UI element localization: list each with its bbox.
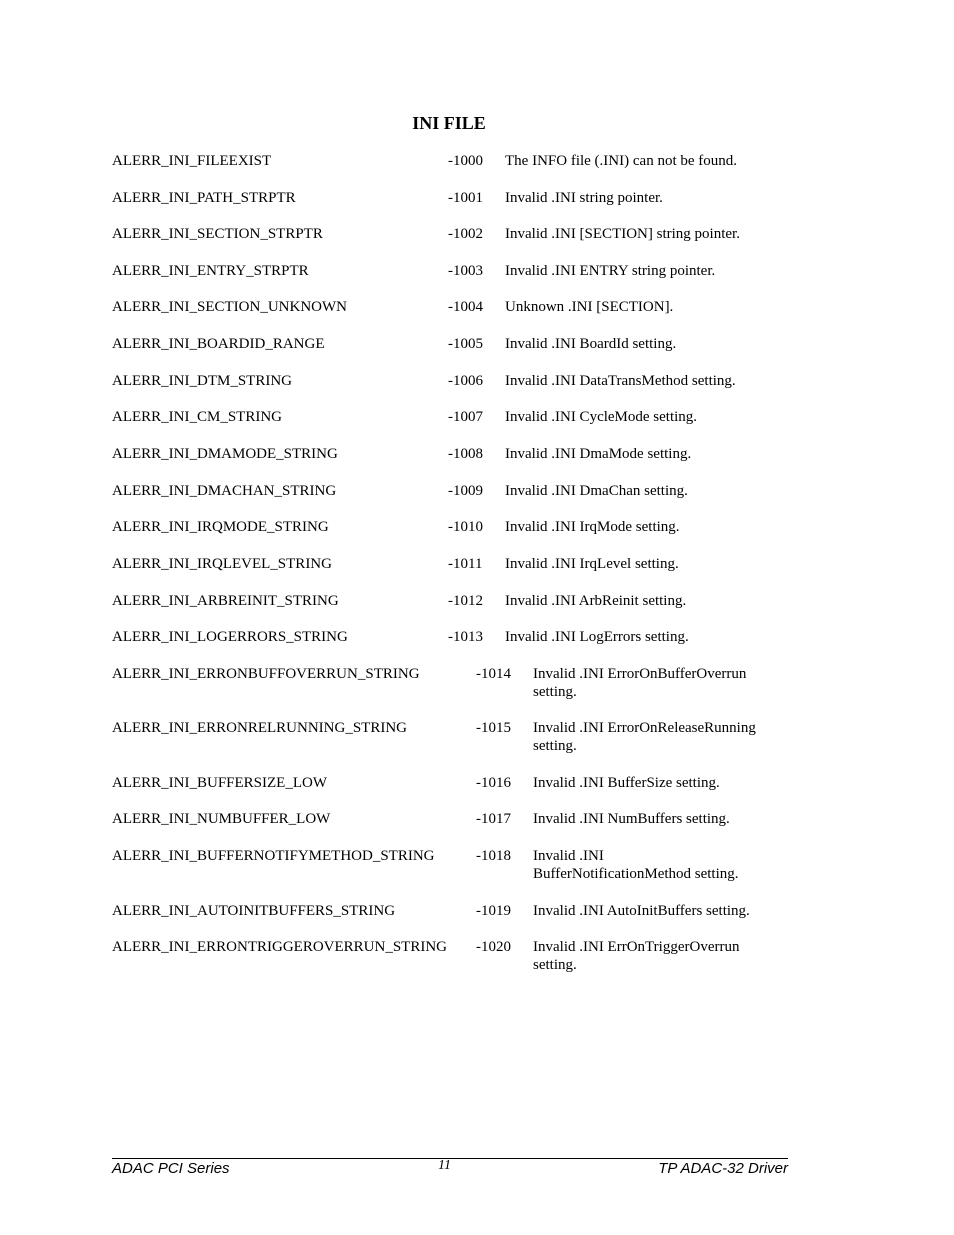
error-name: ALERR_INI_IRQMODE_STRING [112, 519, 329, 535]
error-description: Invalid .INI DataTransMethod setting. [505, 373, 736, 389]
error-code: -1003 [448, 263, 483, 279]
footer-series: ADAC PCI Series [112, 1160, 230, 1177]
error-description: Invalid .INI BufferSize setting. [533, 775, 720, 791]
error-name: ALERR_INI_BUFFERNOTIFYMETHOD_STRING [112, 848, 435, 864]
error-name: ALERR_INI_IRQLEVEL_STRING [112, 556, 332, 572]
error-description: Invalid .INI ErrorOnBufferOverrun setting. [533, 666, 747, 700]
error-description: Invalid .INI DmaChan setting. [505, 483, 688, 499]
error-description: Unknown .INI [SECTION]. [505, 299, 674, 315]
error-code: -1002 [448, 226, 483, 242]
error-description: The INFO file (.INI) can not be found. [505, 153, 738, 169]
error-code: -1004 [448, 299, 483, 315]
error-name: ALERR_INI_BOARDID_RANGE [112, 336, 325, 352]
error-code: -1018 [476, 848, 511, 864]
error-code: -1005 [448, 336, 483, 352]
error-name: ALERR_INI_DMACHAN_STRING [112, 483, 337, 499]
error-code: -1020 [476, 939, 511, 955]
error-code: -1001 [448, 190, 483, 206]
error-code: -1019 [476, 903, 511, 919]
error-name: ALERR_INI_LOGERRORS_STRING [112, 629, 348, 645]
error-name: ALERR_INI_ENTRY_STRPTR [112, 263, 309, 279]
error-name: ALERR_INI_DMAMODE_STRING [112, 446, 338, 462]
error-code: -1009 [448, 483, 483, 499]
error-description: Invalid .INI ArbReinit setting. [505, 593, 687, 609]
error-description: Invalid .INI BoardId setting. [505, 336, 677, 352]
error-code: -1011 [448, 556, 483, 572]
error-name: ALERR_INI_ERRONTRIGGEROVERRUN_STRING [112, 939, 447, 955]
error-name: ALERR_INI_FILEEXIST [112, 153, 272, 169]
error-code: -1015 [476, 720, 511, 736]
error-code: -1008 [448, 446, 483, 462]
error-name: ALERR_INI_ERRONBUFFOVERRUN_STRING [112, 666, 420, 682]
error-name: ALERR_INI_PATH_STRPTR [112, 190, 296, 206]
error-name: ALERR_INI_BUFFERSIZE_LOW [112, 775, 327, 791]
error-code: -1014 [476, 666, 511, 682]
error-description: Invalid .INI LogErrors setting. [505, 629, 689, 645]
error-description: Invalid .INI [SECTION] string pointer. [505, 226, 740, 242]
error-name: ALERR_INI_SECTION_UNKNOWN [112, 299, 347, 315]
error-code: -1007 [448, 409, 483, 425]
error-code: -1016 [476, 775, 511, 791]
error-name: ALERR_INI_DTM_STRING [112, 373, 292, 389]
error-name: ALERR_INI_AUTOINITBUFFERS_STRING [112, 903, 396, 919]
error-description: Invalid .INI IrqLevel setting. [505, 556, 679, 572]
error-code: -1000 [448, 153, 483, 169]
error-name: ALERR_INI_NUMBUFFER_LOW [112, 811, 331, 827]
error-description: Invalid .INI AutoInitBuffers setting. [533, 903, 750, 919]
error-description: Invalid .INI ErrOnTriggerOverrun setting. [533, 939, 740, 973]
error-description: Invalid .INI IrqMode setting. [505, 519, 680, 535]
error-code: -1013 [448, 629, 483, 645]
error-code: -1006 [448, 373, 483, 389]
error-code: -1010 [448, 519, 483, 535]
error-name: ALERR_INI_SECTION_STRPTR [112, 226, 323, 242]
error-description: Invalid .INI string pointer. [505, 190, 663, 206]
section-title: INI FILE [412, 113, 486, 133]
error-description: Invalid .INI BufferNotificationMethod setting. [533, 848, 739, 882]
page-number: 11 [438, 1158, 451, 1173]
error-name: ALERR_INI_ARBREINIT_STRING [112, 593, 339, 609]
error-code: -1012 [448, 593, 483, 609]
error-description: Invalid .INI CycleMode setting. [505, 409, 698, 425]
error-description: Invalid .INI ENTRY string pointer. [505, 263, 716, 279]
error-description: Invalid .INI NumBuffers setting. [533, 811, 730, 827]
error-name: ALERR_INI_CM_STRING [112, 409, 283, 425]
error-code: -1017 [476, 811, 511, 827]
error-description: Invalid .INI ErrorOnReleaseRunning setting. [533, 720, 756, 754]
error-name: ALERR_INI_ERRONRELRUNNING_STRING [112, 720, 407, 736]
error-description: Invalid .INI DmaMode setting. [505, 446, 692, 462]
footer-product: TP ADAC-32 Driver [658, 1160, 788, 1177]
